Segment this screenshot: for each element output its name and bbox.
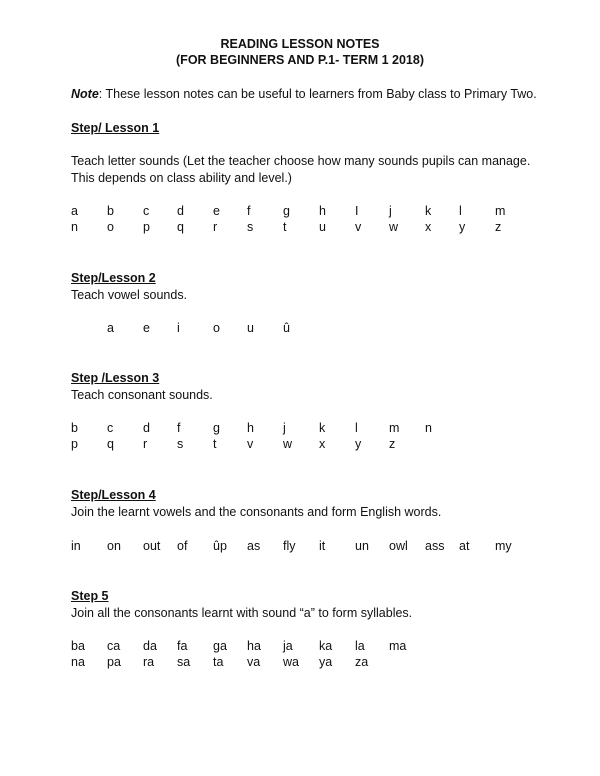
row-item: e <box>213 204 220 218</box>
step2-vowels-row <box>0 321 600 337</box>
row-item: t <box>213 437 217 451</box>
note-label: Note <box>71 87 99 101</box>
step2-instruction: Teach vowel sounds. <box>71 288 188 302</box>
row-item: wa <box>283 655 299 669</box>
row-item: h <box>247 421 254 435</box>
row-item: a <box>71 204 78 218</box>
row-item: o <box>107 220 114 234</box>
row-item: fly <box>283 539 296 553</box>
row-item: ya <box>319 655 333 669</box>
row-item: f <box>247 204 251 218</box>
step4-words-row <box>0 539 600 555</box>
row-item: ass <box>425 539 445 553</box>
row-item: t <box>283 220 287 234</box>
row-item: it <box>319 539 326 553</box>
row-item: un <box>355 539 369 553</box>
row-item: sa <box>177 655 191 669</box>
row-item: za <box>355 655 369 669</box>
step1-instruction-line1: Teach letter sounds (Let the teacher choose how many sounds pupils can manage. <box>71 154 531 168</box>
row-item: f <box>177 421 181 435</box>
row-item: i <box>177 321 180 335</box>
row-item: m <box>495 204 506 218</box>
document-title: READING LESSON NOTES <box>220 37 380 51</box>
row-item: ha <box>247 639 261 653</box>
note-paragraph <box>71 87 537 101</box>
row-item: d <box>143 421 150 435</box>
row-item: w <box>389 220 399 234</box>
row-item: pa <box>107 655 121 669</box>
row-item: u <box>319 220 326 234</box>
row-item: ja <box>283 639 293 653</box>
step5-instruction: Join all the consonants learnt with sound “a” to form syllables. <box>71 606 413 620</box>
row-item: o <box>213 321 220 335</box>
row-item: ma <box>389 639 407 653</box>
step3-heading: Step /Lesson 3 <box>71 371 160 385</box>
row-item: d <box>177 204 184 218</box>
row-item: q <box>107 437 114 451</box>
step3-instruction: Teach consonant sounds. <box>71 388 213 402</box>
row-item: fa <box>177 639 188 653</box>
row-item: ta <box>213 655 224 669</box>
row-item: u <box>247 321 254 335</box>
row-item: v <box>355 220 362 234</box>
document-subtitle: (FOR BEGINNERS AND P.1- TERM 1 2018) <box>176 53 424 67</box>
row-item: on <box>107 539 121 553</box>
row-item: c <box>143 204 150 218</box>
row-item: m <box>389 421 400 435</box>
row-item: ca <box>107 639 121 653</box>
row-item: at <box>459 539 470 553</box>
row-item: ga <box>213 639 227 653</box>
row-item: v <box>247 437 254 451</box>
row-item: l <box>459 204 462 218</box>
row-item: g <box>213 421 220 435</box>
row-item: p <box>71 437 78 451</box>
step3-consonants-row1 <box>0 421 600 437</box>
row-item: va <box>247 655 261 669</box>
row-item: z <box>495 220 502 234</box>
step1-letters-row2 <box>0 220 600 236</box>
step5-heading: Step 5 <box>71 589 109 603</box>
row-item: ka <box>319 639 333 653</box>
row-item: b <box>71 421 78 435</box>
row-item: k <box>319 421 326 435</box>
row-item: da <box>143 639 157 653</box>
row-item: z <box>389 437 396 451</box>
row-item: s <box>247 220 254 234</box>
step1-letters-row1 <box>0 204 600 220</box>
row-item: s <box>177 437 184 451</box>
row-item: g <box>283 204 290 218</box>
row-item: h <box>319 204 326 218</box>
row-item: y <box>355 437 362 451</box>
step4-heading: Step/Lesson 4 <box>71 488 156 502</box>
row-item: owl <box>389 539 408 553</box>
row-item: j <box>283 421 286 435</box>
row-item: q <box>177 220 184 234</box>
row-item: c <box>107 421 114 435</box>
row-item: my <box>495 539 512 553</box>
row-item: x <box>425 220 432 234</box>
row-item: of <box>177 539 188 553</box>
row-item: e <box>143 321 150 335</box>
row-item: na <box>71 655 85 669</box>
row-item: la <box>355 639 365 653</box>
row-item: p <box>143 220 150 234</box>
row-item: r <box>143 437 148 451</box>
row-item: I <box>355 204 359 218</box>
row-item: b <box>107 204 114 218</box>
step5-syllables-row2 <box>0 655 600 671</box>
row-item: ra <box>143 655 155 669</box>
row-item: y <box>459 220 466 234</box>
row-item: ûp <box>213 539 227 553</box>
note-text: : These lesson notes can be useful to learners from Baby class to Primary Two. <box>98 87 537 101</box>
row-item: r <box>213 220 218 234</box>
row-item: û <box>283 321 290 335</box>
step2-heading: Step/Lesson 2 <box>71 271 156 285</box>
row-item: j <box>389 204 392 218</box>
row-item: x <box>319 437 326 451</box>
row-item: k <box>425 204 432 218</box>
step1-heading: Step/ Lesson 1 <box>71 121 160 135</box>
step3-consonants-row2 <box>0 437 600 453</box>
row-item: in <box>71 539 81 553</box>
step4-instruction: Join the learnt vowels and the consonants and form English words. <box>71 505 442 519</box>
row-item: ba <box>71 639 85 653</box>
row-item: as <box>247 539 261 553</box>
step1-instruction-line2: This depends on class ability and level.) <box>71 171 292 185</box>
row-item: l <box>355 421 358 435</box>
row-item: out <box>143 539 161 553</box>
row-item: w <box>283 437 293 451</box>
row-item: a <box>107 321 114 335</box>
row-item: n <box>425 421 432 435</box>
row-item: n <box>71 220 78 234</box>
step5-syllables-row1 <box>0 639 600 655</box>
